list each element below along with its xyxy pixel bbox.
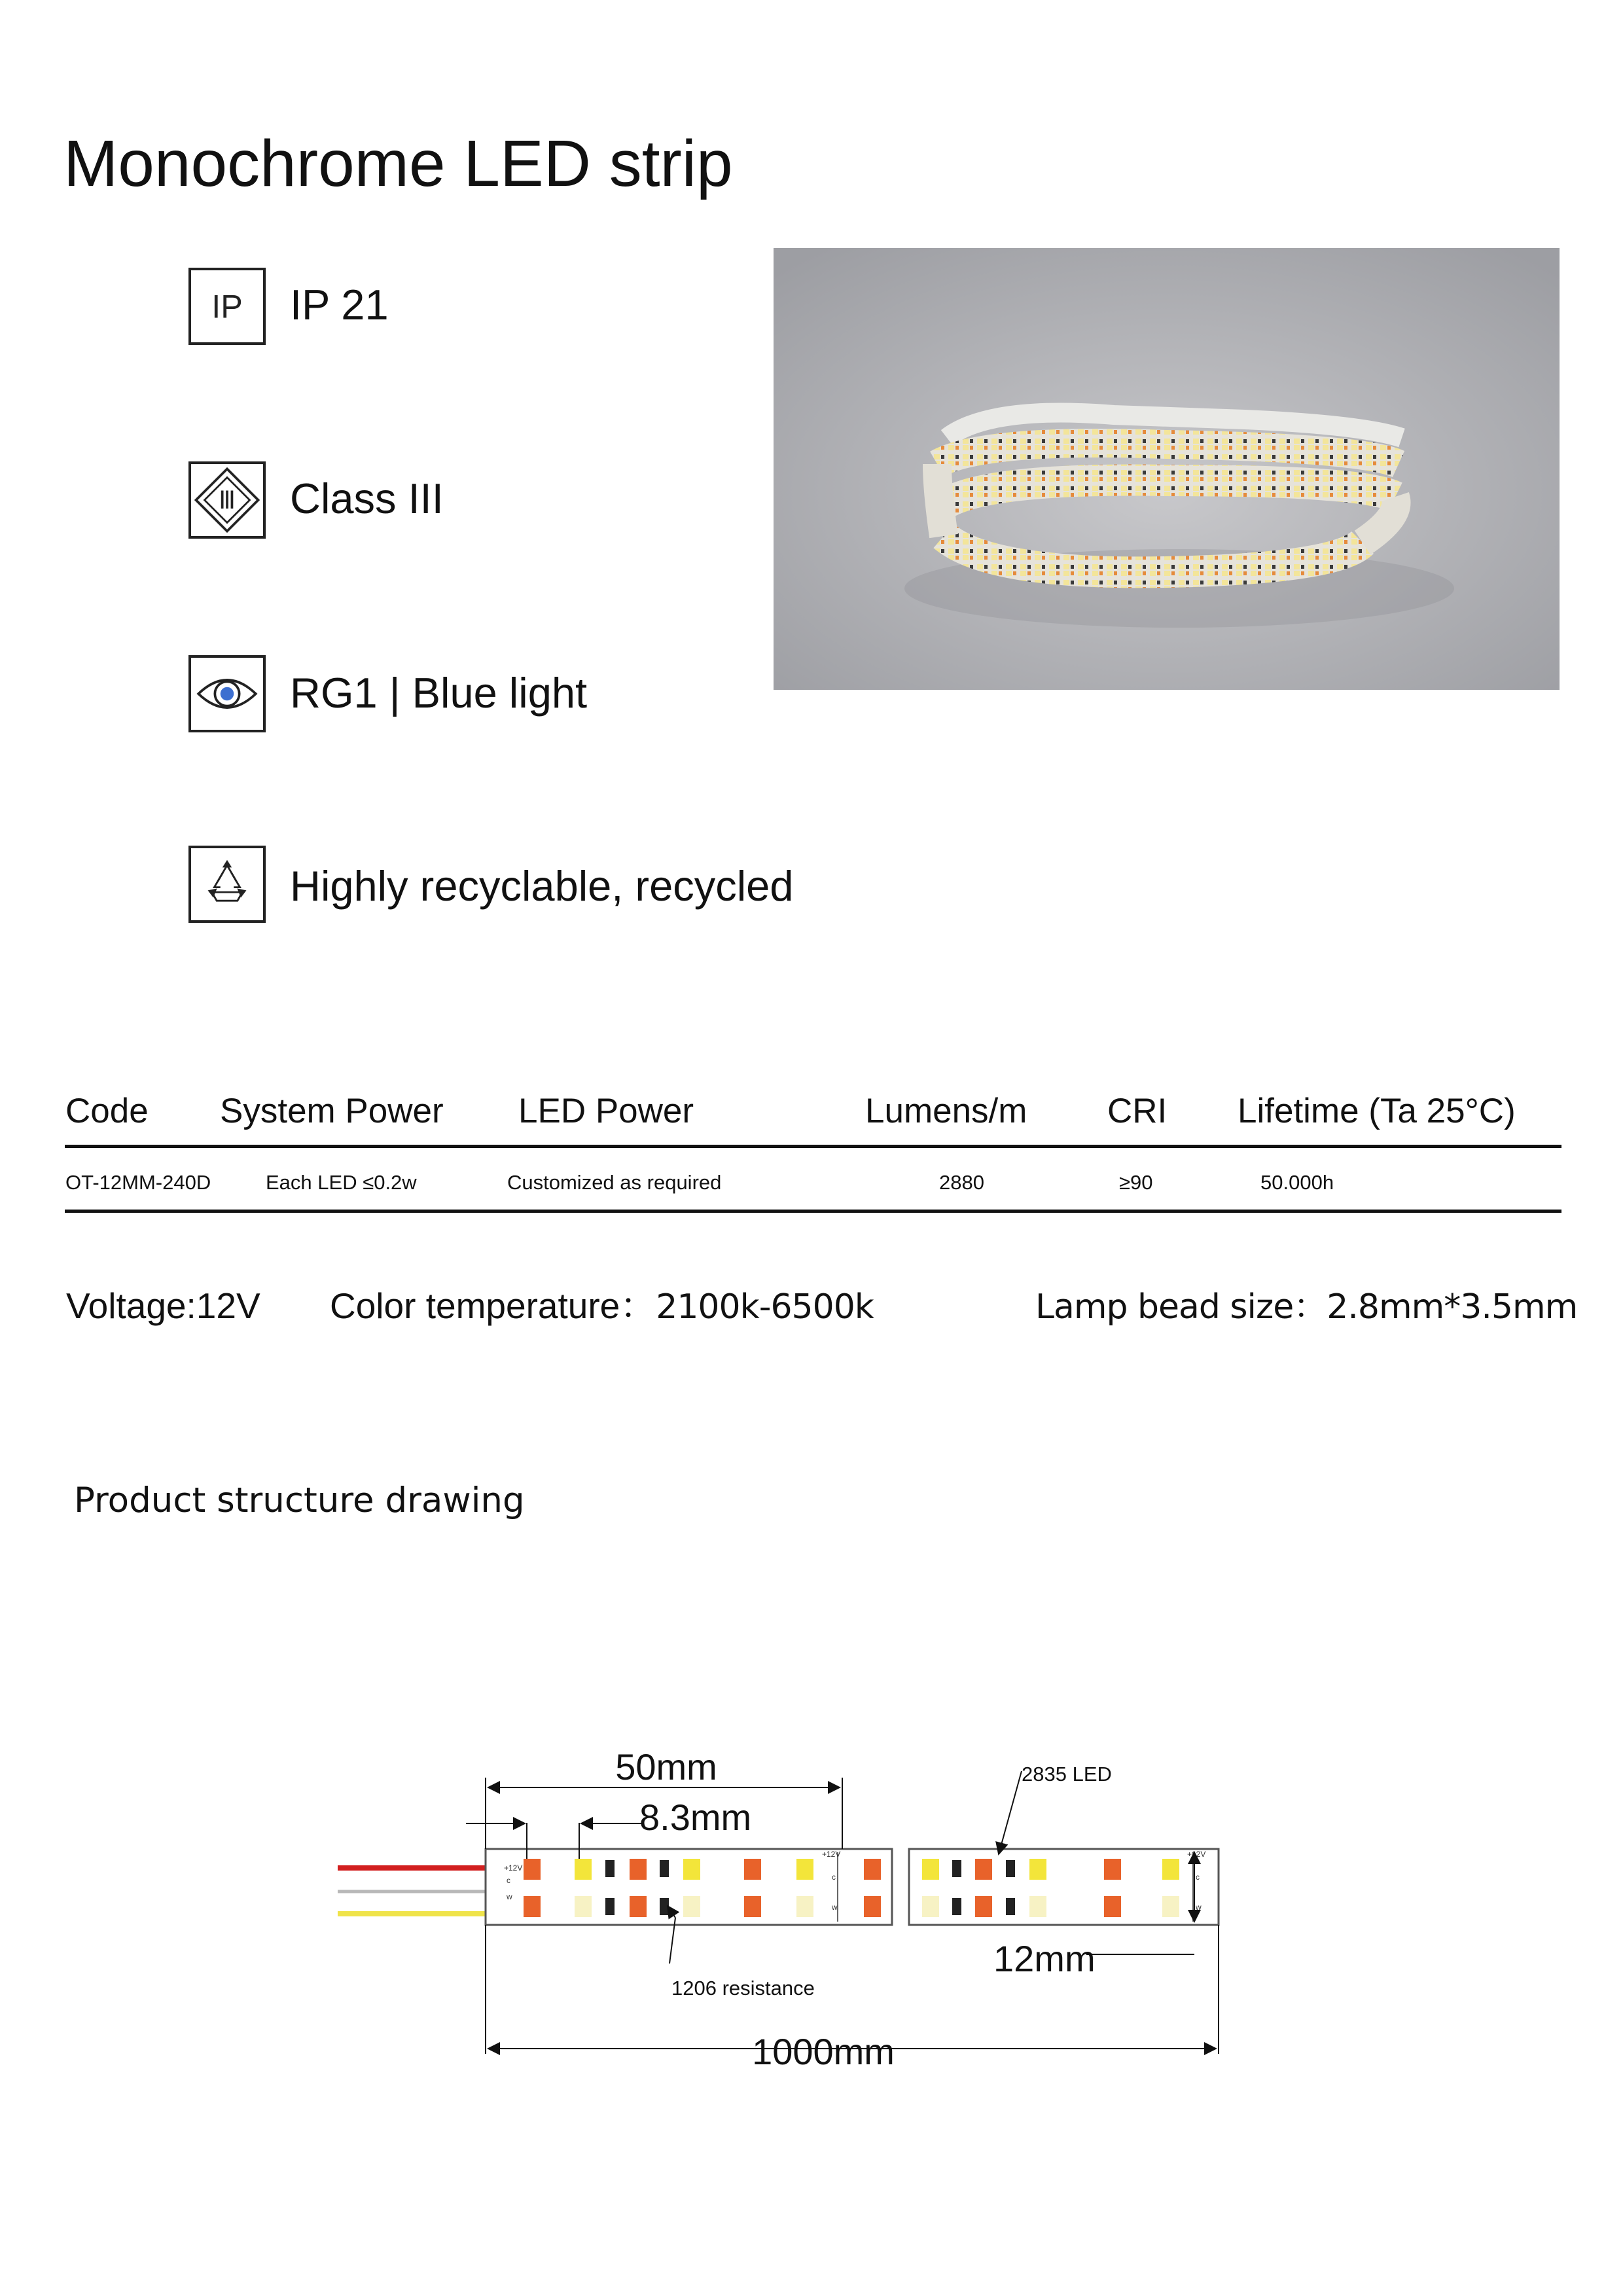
feature-label-recycle: Highly recyclable, recycled bbox=[290, 862, 794, 910]
spec-lamp-bead-size-label: Lamp bead size： bbox=[1035, 1287, 1327, 1327]
table-header-system-power: System Power bbox=[220, 1092, 444, 1130]
spec-lamp-bead-size-value: 2.8mm*3.5mm bbox=[1327, 1287, 1578, 1327]
table-cell-lumens: 2880 bbox=[939, 1171, 984, 1194]
label-2835-led: 2835 LED bbox=[1022, 1763, 1112, 1785]
table-header-lifetime: Lifetime (Ta 25°C) bbox=[1238, 1092, 1516, 1130]
class-iii-icon bbox=[188, 461, 266, 539]
feature-label-class: Class III bbox=[290, 475, 444, 522]
table-cell-lifetime: 50.000h bbox=[1260, 1171, 1334, 1194]
recycle-icon bbox=[188, 846, 266, 923]
pad-plus-mid: +12V bbox=[822, 1850, 841, 1859]
dim-8-3mm: 8.3mm bbox=[639, 1797, 752, 1838]
pad-w-mid: w bbox=[832, 1903, 838, 1912]
feature-label-rg1: RG1 | Blue light bbox=[290, 669, 588, 717]
spec-color-temperature-label: Color temperature： bbox=[330, 1285, 656, 1326]
pad-plus-left: +12V bbox=[504, 1863, 523, 1873]
table-header-lumens: Lumens/m bbox=[865, 1092, 1027, 1130]
spec-color-temperature bbox=[330, 1283, 874, 1330]
pad-plus-right: +12V bbox=[1187, 1850, 1206, 1859]
pad-w-left: w bbox=[507, 1892, 512, 1901]
table-top-rule bbox=[65, 1145, 1561, 1148]
pad-c-mid: c bbox=[832, 1873, 836, 1882]
table-cell-code: OT-12MM-240D bbox=[65, 1171, 211, 1194]
spec-lamp-bead-size bbox=[1035, 1283, 1577, 1330]
spec-voltage: Voltage:12V bbox=[66, 1285, 260, 1326]
pad-c-right: c bbox=[1196, 1873, 1200, 1882]
eye-blue-light-icon bbox=[188, 655, 266, 732]
table-header-cri: CRI bbox=[1107, 1092, 1168, 1130]
dim-50mm: 50mm bbox=[615, 1746, 717, 1787]
dim-1000mm: 1000mm bbox=[752, 2031, 895, 2072]
feature-label-ip: IP 21 bbox=[290, 281, 389, 329]
structure-heading: Product structure drawing bbox=[74, 1480, 525, 1520]
product-photo bbox=[774, 248, 1560, 690]
table-bottom-rule bbox=[65, 1210, 1561, 1213]
structure-drawing bbox=[314, 1728, 1257, 2094]
table-cell-cri: ≥90 bbox=[1119, 1171, 1153, 1194]
table-header-led-power: LED Power bbox=[518, 1092, 694, 1130]
pad-c-left: c bbox=[507, 1876, 510, 1885]
ip-icon-text: IP bbox=[211, 287, 243, 325]
table-cell-led-power: Customized as required bbox=[507, 1171, 722, 1194]
dim-12mm: 12mm bbox=[993, 1938, 1096, 1979]
page-title: Monochrome LED strip bbox=[63, 127, 733, 200]
class-iii-icon-text: Ⅲ bbox=[219, 488, 236, 515]
ip-icon bbox=[188, 268, 266, 345]
table-header-code: Code bbox=[65, 1092, 149, 1130]
spec-color-temperature-value: 2100k-6500k bbox=[656, 1287, 874, 1327]
label-1206-resistance: 1206 resistance bbox=[671, 1977, 815, 2000]
pad-w-right: w bbox=[1196, 1903, 1202, 1912]
table-cell-system-power: Each LED ≤0.2w bbox=[266, 1171, 417, 1194]
